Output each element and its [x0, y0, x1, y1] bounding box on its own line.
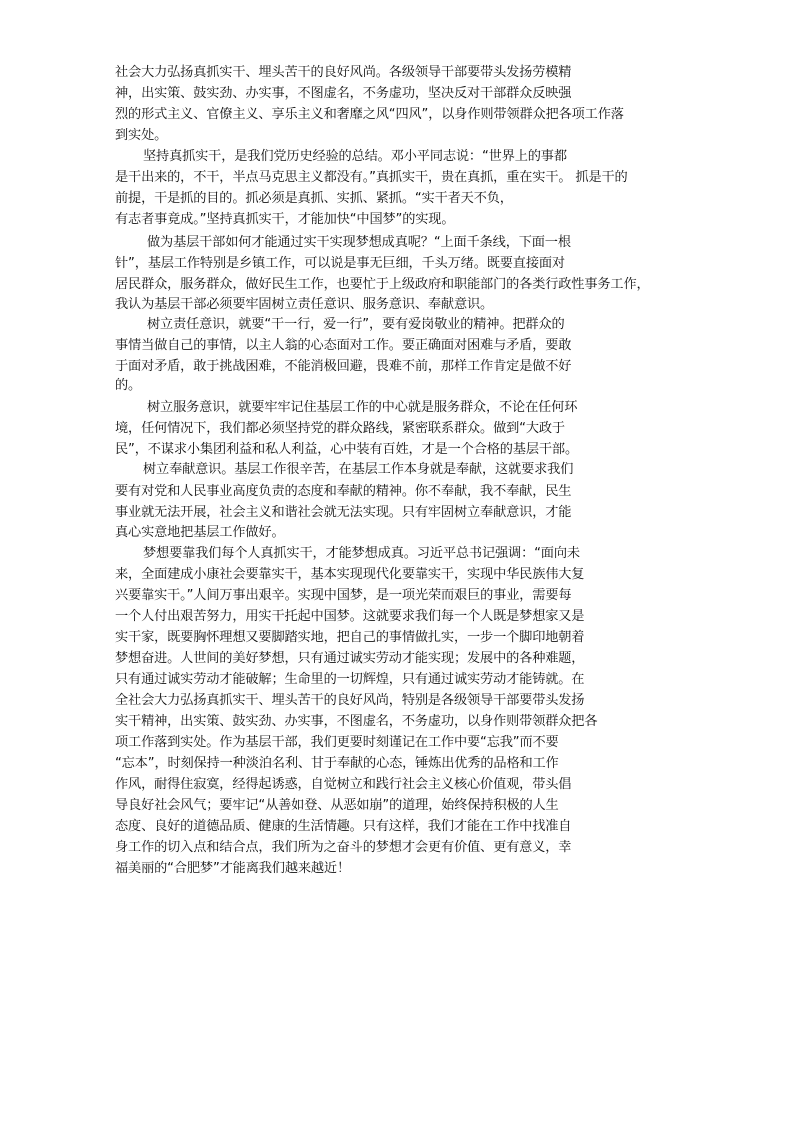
text-line: 是干出来的，不干，半点马克思主义都没有。”真抓实干，贵在真抓，重在实干。 抓是干的 [115, 170, 628, 185]
text-line: 针”，基层工作特别是乡镇工作，可以说是事无巨细，千头万绪。既要直接面对 [115, 256, 565, 271]
text-line: 树立责任意识，就要“干一行，爱一行”，要有爱岗敬业的精神。把群众的 [147, 317, 565, 332]
text-line: 民”，不谋求小集团利益和私人利益，心中装有百姓，才是一个合格的基层干部。 [115, 442, 578, 457]
text-line: 做为基层干部如何才能通过实干实现梦想成真呢？“上面千条线，下面一根 [147, 235, 571, 250]
text-line: 社会大力弘扬真抓实干、埋头苦干的良好风尚。各级领导干部要带头发扬劳模精 [115, 65, 572, 80]
text-line: 来，全面建成小康社会要靠实干，基本实现现代化要靠实干，实现中华民族伟大复 [115, 567, 585, 582]
text-line: 事情当做自己的事情，以主人翁的心态面对工作。要正确面对困难与矛盾，要敢 [115, 338, 572, 353]
text-line: “忘本”，时刻保持一种淡泊名利、甘于奉献的心态，锤炼出优秀的品格和工作 [115, 756, 559, 771]
text-line: 烈的形式主义、官僚主义、享乐主义和奢靡之风“四风”，以身作则带领群众把各项工作落 [115, 107, 624, 122]
text-line: 前提，干是抓的目的。抓必须是真抓、实抓、紧抓。“实干者天不负， [115, 191, 513, 206]
text-line: 事业就无法开展，社会主义和谐社会就无法实现。只有牢固树立奉献意识，才能 [115, 505, 572, 520]
text-line: 项工作落到实处。作为基层干部，我们更要时刻谨记在工作中要“忘我”而不要 [115, 735, 559, 750]
text-line: 境，任何情况下，我们都必须坚持党的群众路线，紧密联系群众。做到“大政于 [115, 421, 565, 436]
text-line: 导良好社会风气；要牢记“从善如登、从恶如崩”的道理，始终保持积极的人生 [115, 798, 559, 813]
text-line: 我认为基层干部必须要牢固树立责任意识、服务意识、奉献意识。 [115, 297, 494, 312]
text-line: 只有通过诚实劳动才能破解；生命里的一切辉煌，只有通过诚实劳动才能铸就。在 [115, 672, 585, 687]
text-line: 有志者事竟成。”坚持真抓实干，才能加快“中国梦”的实现。 [115, 212, 455, 227]
text-line: 全社会大力弘扬真抓实干、埋头苦干的良好风尚，特别是各级领导干部要带头发扬 [115, 693, 585, 708]
text-line: 真心实意地把基层工作做好。 [115, 525, 285, 540]
text-line: 于面对矛盾，敢于挑战困难，不能消极回避，畏难不前，那样工作肯定是做不好 [115, 359, 572, 374]
text-line: 神，出实策、鼓实劲、办实事，不图虚名，不务虚功，坚决反对干部群众反映强 [115, 86, 572, 101]
text-line: 态度、良好的道德品质、健康的生活情趣。只有这样，我们才能在工作中找准自 [115, 819, 572, 834]
text-line: 梦想奋进。人世间的美好梦想，只有通过诚实劳动才能实现；发展中的各种难题， [115, 651, 585, 666]
text-line: 树立奉献意识。基层工作很辛苦，在基层工作本身就是奉献，这就要求我们 [143, 462, 574, 477]
text-line: 一个人付出艰苦努力，用实干托起中国梦。这就要求我们每一个人既是梦想家又是 [115, 609, 585, 624]
text-line: 梦想要靠我们每个人真抓实干，才能梦想成真。习近平总书记强调：“面向未 [143, 546, 580, 561]
text-line: 作风，耐得住寂寞，经得起诱惑，自觉树立和践行社会主义核心价值观，带头倡 [115, 777, 572, 792]
text-line: 实干家，既要胸怀理想又要脚踏实地，把自己的事情做扎实，一步一个脚印地朝着 [115, 630, 585, 645]
text-line: 实干精神，出实策、鼓实劲、办实事，不图虚名，不务虚功，以身作则带领群众把各 [115, 714, 598, 729]
text-line: 兴要靠实干。”人间万事出艰辛。实现中国梦，是一项光荣而艰巨的事业，需要每 [115, 588, 572, 603]
text-line: 福美丽的“合肥梦”才能离我们越来越近！ [115, 861, 351, 876]
text-line: 的。 [115, 378, 142, 393]
text-line: 到实处。 [115, 128, 168, 143]
text-line: 身工作的切入点和结合点，我们所为之奋斗的梦想才会更有价值、更有意义，幸 [115, 840, 572, 855]
text-line: 坚持真抓实干，是我们党历史经验的总结。邓小平同志说：“世界上的事都 [143, 149, 567, 164]
text-line: 树立服务意识，就要牢牢记住基层工作的中心就是服务群众，不论在任何环 [147, 400, 578, 415]
text-line: 居民群众，服务群众，做好民生工作，也要忙于上级政府和职能部门的各类行政性事务工作， [115, 277, 650, 292]
text-line: 要有对党和人民事业高度负责的态度和奉献的精神。你不奉献，我不奉献，民生 [115, 484, 572, 499]
